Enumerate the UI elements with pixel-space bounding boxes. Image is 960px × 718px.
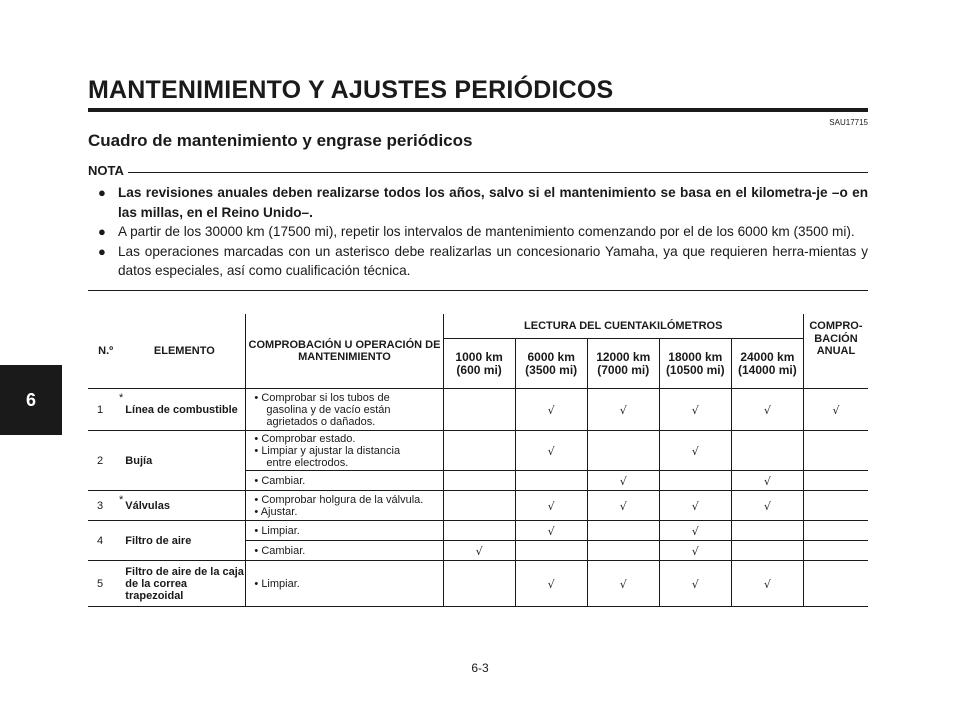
interval-cell	[731, 491, 803, 521]
nota-item-text: Las revisiones anuales deben realizarse todos los años, salvo si el mantenimiento se basa en el kilometra-je –o en las millas, en el Reino Unido–.	[118, 185, 868, 220]
row-number: 1	[88, 389, 119, 431]
interval-mi: (7000 mi)	[597, 362, 650, 377]
check-mark-icon: √	[691, 403, 699, 417]
annual-cell	[803, 389, 868, 431]
row-operation	[246, 561, 443, 607]
check-mark-icon: √	[547, 444, 555, 458]
nota-item-text: A partir de los 30000 km (17500 mi), repetir los intervalos de mantenimiento comenzando por el de los 6000 km (3500 mi).	[118, 224, 855, 239]
maintenance-table	[88, 314, 868, 607]
interval-cell	[515, 389, 587, 431]
operation-line: agrietados o dañados.	[266, 415, 376, 428]
nota-item	[98, 242, 868, 281]
interval-cell	[443, 431, 515, 471]
row-asterisk: *	[119, 389, 123, 431]
header-reading: LECTURA DEL CUENTAKILÓMETROS	[443, 314, 803, 339]
header-element: ELEMENTO	[123, 314, 246, 389]
interval-km: 6000 km	[527, 350, 575, 365]
check-mark-icon: √	[763, 577, 771, 591]
interval-cell	[515, 521, 587, 541]
interval-cell	[587, 521, 659, 541]
operation-line: • Ajustar.	[254, 505, 298, 518]
interval-cell	[515, 431, 587, 471]
operation-line: • Cambiar.	[254, 474, 306, 487]
check-mark-icon: √	[691, 544, 699, 558]
nota-item-text: Las operaciones marcadas con un asterisco debe realizarlas un concesionario Yamaha, ya que requieren herra-mientas y datos especiales, así como cualificación técnica.	[118, 243, 868, 278]
interval-cell	[515, 471, 587, 491]
chapter-tab: 6	[0, 365, 62, 435]
interval-cell	[587, 541, 659, 561]
interval-cell	[659, 521, 731, 541]
table-row	[88, 521, 868, 541]
row-operation	[246, 389, 443, 431]
annual-cell	[803, 541, 868, 561]
annual-cell	[803, 521, 868, 541]
check-mark-icon: √	[619, 577, 627, 591]
header-annual: COMPRO-BACIÓN ANUAL	[803, 314, 868, 389]
section-code: SAU17715	[829, 118, 868, 127]
nota-item	[98, 222, 868, 242]
check-mark-icon: √	[547, 524, 555, 538]
check-mark-icon: √	[691, 577, 699, 591]
interval-cell	[587, 471, 659, 491]
interval-cell	[731, 561, 803, 607]
interval-cell	[515, 491, 587, 521]
row-element: Válvulas	[123, 491, 246, 521]
interval-km: 24000 km	[740, 350, 795, 365]
table-row	[88, 431, 868, 471]
operation-line: • Cambiar.	[254, 544, 306, 557]
interval-cell	[731, 521, 803, 541]
operation-line: • Limpiar.	[254, 524, 300, 537]
interval-km: 12000 km	[596, 350, 651, 365]
row-operation	[246, 541, 443, 561]
header-interval	[659, 339, 731, 389]
row-element: Filtro de aire de la caja de la correa trapezoidal	[123, 561, 246, 607]
nota-list	[98, 183, 868, 281]
table-header-row	[88, 314, 868, 339]
interval-cell	[587, 431, 659, 471]
interval-cell	[659, 541, 731, 561]
interval-cell	[659, 471, 731, 491]
bullet-icon: ●	[98, 185, 106, 200]
operation-line: • Limpiar.	[254, 577, 300, 590]
interval-cell	[731, 471, 803, 491]
interval-cell	[515, 561, 587, 607]
check-mark-icon: √	[691, 499, 699, 513]
interval-cell	[587, 561, 659, 607]
interval-cell	[731, 541, 803, 561]
interval-cell	[731, 389, 803, 431]
interval-cell	[443, 521, 515, 541]
interval-cell	[443, 491, 515, 521]
header-interval	[731, 339, 803, 389]
row-number: 2	[88, 431, 119, 491]
annual-cell	[803, 561, 868, 607]
row-element: Bujía	[123, 431, 246, 491]
interval-cell	[443, 471, 515, 491]
interval-mi: (600 mi)	[456, 362, 502, 377]
check-mark-icon: √	[832, 403, 840, 417]
row-element: Línea de combustible	[123, 389, 246, 431]
interval-cell	[587, 389, 659, 431]
row-operation	[246, 521, 443, 541]
row-operation	[246, 491, 443, 521]
title-rule	[88, 108, 868, 112]
bullet-icon: ●	[98, 224, 106, 239]
operation-line: • Comprobar holgura de la válvula.	[254, 493, 424, 506]
interval-cell	[443, 541, 515, 561]
interval-km: 18000 km	[668, 350, 723, 365]
nota-item	[98, 183, 868, 222]
operation-line: entre electrodos.	[266, 456, 349, 469]
annual-cell	[803, 471, 868, 491]
check-mark-icon: √	[619, 499, 627, 513]
row-operation	[246, 471, 443, 491]
page-number: 6-3	[471, 661, 489, 675]
check-mark-icon: √	[763, 403, 771, 417]
header-no: N.º	[88, 314, 123, 389]
check-mark-icon: √	[547, 577, 555, 591]
check-mark-icon: √	[763, 499, 771, 513]
row-number: 5	[88, 561, 119, 607]
bullet-icon: ●	[98, 243, 106, 259]
row-asterisk: *	[119, 491, 123, 521]
check-mark-icon: √	[691, 444, 699, 458]
interval-cell	[443, 389, 515, 431]
row-number: 3	[88, 491, 119, 521]
header-interval	[515, 339, 587, 389]
row-number: 4	[88, 521, 119, 561]
header-interval	[587, 339, 659, 389]
nota-bottom-rule	[88, 290, 868, 291]
nota-label: NOTA	[88, 163, 124, 178]
interval-cell	[659, 431, 731, 471]
interval-mi: (10500 mi)	[665, 362, 725, 377]
check-mark-icon: √	[547, 499, 555, 513]
operation-line: • Comprobar si los tubos de	[254, 391, 390, 404]
header-operation: COMPROBACIÓN U OPERACIÓN DE MANTENIMIENTO	[246, 314, 443, 389]
interval-mi: (3500 mi)	[525, 362, 578, 377]
interval-cell	[587, 491, 659, 521]
operation-line: • Comprobar estado.	[254, 432, 356, 445]
nota-header	[88, 163, 868, 178]
check-mark-icon: √	[619, 403, 627, 417]
row-operation	[246, 431, 443, 471]
table-row	[88, 491, 868, 521]
interval-cell	[659, 561, 731, 607]
check-mark-icon: √	[475, 544, 483, 558]
operation-line: gasolina y de vacío están	[266, 403, 391, 416]
interval-cell	[515, 541, 587, 561]
table-row	[88, 389, 868, 431]
annual-cell	[803, 491, 868, 521]
interval-km: 1000 km	[455, 350, 503, 365]
page-title: MANTENIMIENTO Y AJUSTES PERIÓDICOS	[88, 76, 614, 104]
row-element: Filtro de aire	[123, 521, 246, 561]
header-interval	[443, 339, 515, 389]
nota-rule	[128, 172, 868, 173]
interval-cell	[659, 389, 731, 431]
interval-cell	[731, 431, 803, 471]
check-mark-icon: √	[763, 474, 771, 488]
interval-cell	[659, 491, 731, 521]
operation-line: • Limpiar y ajustar la distancia	[254, 444, 401, 457]
interval-cell	[443, 561, 515, 607]
check-mark-icon: √	[547, 403, 555, 417]
check-mark-icon: √	[691, 524, 699, 538]
annual-cell	[803, 431, 868, 471]
table-row	[88, 561, 868, 607]
interval-mi: (14000 mi)	[738, 362, 797, 377]
section-subtitle: Cuadro de mantenimiento y engrase periódicos	[88, 131, 473, 150]
check-mark-icon: √	[619, 474, 627, 488]
